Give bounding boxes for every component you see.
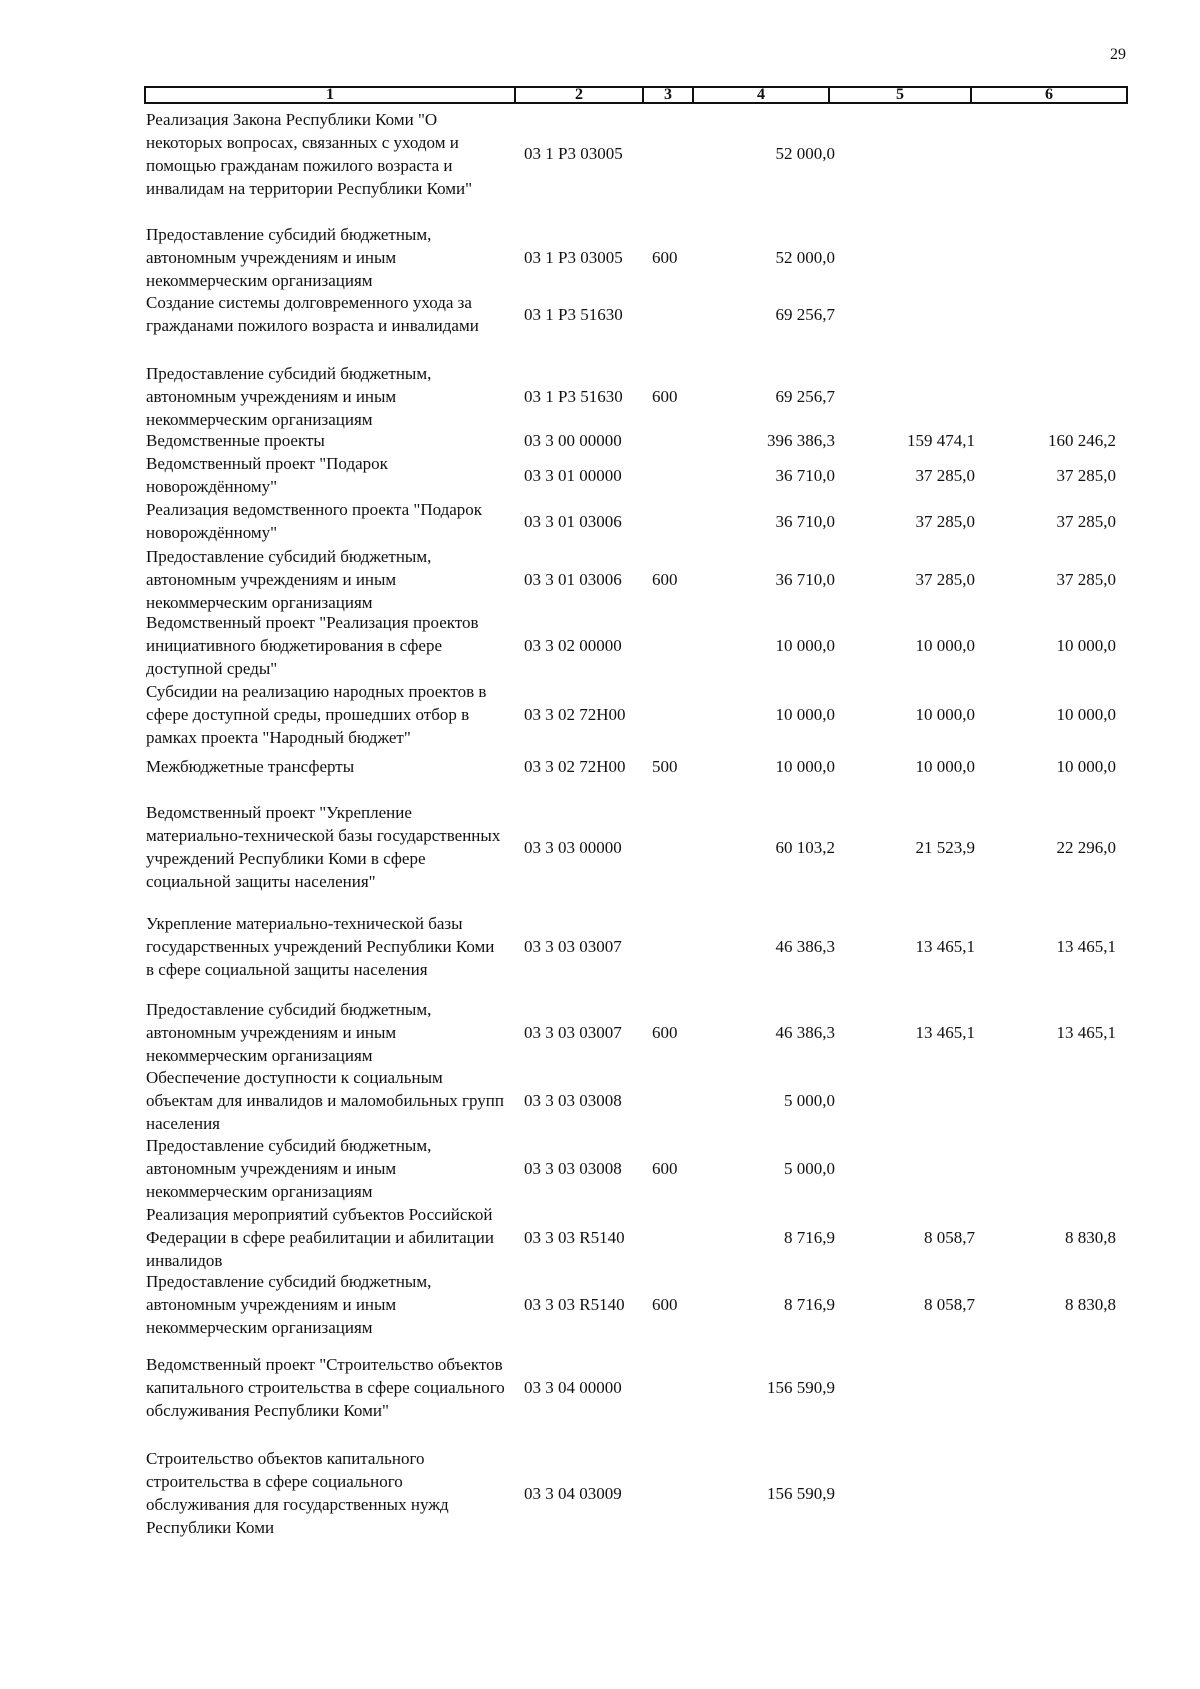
row-expense-type: 600 <box>652 1158 678 1178</box>
row-value-col-5 <box>860 291 975 337</box>
row-code: 03 3 04 00000 <box>524 1378 622 1397</box>
row-value-col-4: 8 716,9 <box>784 1294 835 1314</box>
table-row <box>0 362 1200 430</box>
row-expense-type <box>652 1447 692 1539</box>
row-value-col-6 <box>1000 291 1116 337</box>
row-value-col-5: 37 285,0 <box>915 511 975 531</box>
row-value-col-4: 69 256,7 <box>775 304 835 324</box>
row-value-col-6: 8 830,8 <box>1065 1227 1116 1247</box>
row-code: 03 3 04 03009 <box>524 1483 622 1503</box>
row-name: Предоставление субсидий бюджетным, автономным учреждениям и иным некоммерческим организациям <box>146 999 432 1065</box>
table-row <box>0 1270 1200 1338</box>
row-name: Реализация Закона Республики Коми "О некоторых вопросах, связанных с уходом и помощью гражданам пожилого возраста и инвалидам на территории Республики Коми" <box>146 109 473 198</box>
table-row <box>0 106 1200 201</box>
row-name: Ведомственный проект "Реализация проектов инициативного бюджетирования в сфере доступной среды" <box>146 612 479 678</box>
row-value-col-5: 13 465,1 <box>915 1022 975 1042</box>
row-name: Укрепление материально-технической базы государственных учреждений Республики Коми в сфере социальной защиты населения <box>146 913 495 979</box>
row-expense-type <box>652 429 692 452</box>
row-value-col-6: 13 465,1 <box>1056 1022 1116 1042</box>
row-value-col-5 <box>860 1134 975 1202</box>
row-value-col-6 <box>1000 1066 1116 1134</box>
row-expense-type <box>652 1353 692 1422</box>
row-value-col-6: 10 000,0 <box>1056 704 1116 724</box>
table-row <box>0 291 1200 337</box>
row-name: Предоставление субсидий бюджетным, автономным учреждениям и иным некоммерческим организациям <box>146 224 432 290</box>
row-value-col-6: 22 296,0 <box>1056 837 1116 857</box>
row-value-col-6 <box>1000 1134 1116 1202</box>
row-value-col-4: 5 000,0 <box>784 1090 835 1110</box>
row-value-col-6 <box>1000 106 1116 201</box>
row-name: Межбюджетные трансферты <box>146 757 355 776</box>
row-value-col-6: 8 830,8 <box>1065 1294 1116 1314</box>
header-col-5: 5 <box>830 88 972 102</box>
row-value-col-5: 13 465,1 <box>915 936 975 956</box>
row-expense-type <box>652 900 692 992</box>
row-name: Ведомственный проект "Подарок новорождённому" <box>146 454 388 496</box>
row-value-col-5 <box>860 1353 975 1422</box>
table-row <box>0 611 1200 679</box>
row-value-col-4: 60 103,2 <box>775 837 835 857</box>
row-expense-type <box>652 291 692 337</box>
row-expense-type: 600 <box>652 247 678 267</box>
table-row <box>0 452 1200 498</box>
row-expense-type <box>652 106 692 201</box>
row-expense-type: 500 <box>652 757 678 776</box>
row-value-col-6: 37 285,0 <box>1056 465 1116 485</box>
row-value-col-5: 37 285,0 <box>915 465 975 485</box>
table-row <box>0 1353 1200 1422</box>
table-row <box>0 900 1200 992</box>
row-expense-type <box>652 498 692 544</box>
header-col-1: 1 <box>146 88 516 102</box>
row-expense-type <box>652 801 692 893</box>
row-code: 03 1 Р3 51630 <box>524 386 623 406</box>
row-value-col-5: 21 523,9 <box>915 837 975 857</box>
row-value-col-4: 36 710,0 <box>775 569 835 589</box>
row-expense-type: 600 <box>652 1022 678 1042</box>
row-value-col-5: 8 058,7 <box>924 1294 975 1314</box>
row-value-col-6 <box>1000 1353 1116 1422</box>
row-code: 03 3 02 00000 <box>524 635 622 655</box>
header-col-2: 2 <box>516 88 644 102</box>
row-value-col-6: 10 000,0 <box>1056 757 1116 776</box>
row-value-col-5: 159 474,1 <box>907 431 975 450</box>
row-expense-type <box>652 680 692 748</box>
row-name: Строительство объектов капитального строительства в сфере социального обслуживания для государственных нужд Республики Коми <box>146 1449 449 1537</box>
page-number: 29 <box>1110 46 1126 63</box>
table-row <box>0 755 1200 778</box>
row-code: 03 3 03 03008 <box>524 1090 622 1110</box>
row-value-col-5: 10 000,0 <box>915 757 975 776</box>
row-value-col-4: 396 386,3 <box>767 431 835 450</box>
header-col-3: 3 <box>644 88 694 102</box>
row-expense-type: 600 <box>652 386 678 406</box>
row-value-col-4: 8 716,9 <box>784 1227 835 1247</box>
row-value-col-5: 37 285,0 <box>915 569 975 589</box>
row-code: 03 3 01 00000 <box>524 465 622 485</box>
table-row <box>0 998 1200 1066</box>
row-expense-type <box>652 1203 692 1271</box>
row-value-col-6: 37 285,0 <box>1056 511 1116 531</box>
row-code: 03 3 02 72Н00 <box>524 704 626 724</box>
table-row <box>0 680 1200 748</box>
row-value-col-6: 37 285,0 <box>1056 569 1116 589</box>
row-expense-type: 600 <box>652 569 678 589</box>
row-code: 03 3 01 03006 <box>524 511 622 531</box>
row-value-col-4: 69 256,7 <box>775 386 835 406</box>
row-code: 03 3 03 R5140 <box>524 1227 625 1247</box>
row-value-col-4: 156 590,9 <box>767 1378 835 1397</box>
table-row <box>0 498 1200 544</box>
row-code: 03 3 03 03008 <box>524 1158 622 1178</box>
row-name: Создание системы долговременного ухода за гражданами пожилого возраста и инвалидами <box>146 293 479 335</box>
table-row <box>0 1134 1200 1202</box>
row-value-col-4: 156 590,9 <box>767 1483 835 1503</box>
table-row <box>0 801 1200 893</box>
row-expense-type <box>652 452 692 498</box>
row-name: Ведомственный проект "Укрепление материально-технической базы государственных учреждений Республики Коми в сфере социальной защиты населения" <box>146 803 501 891</box>
row-name: Предоставление субсидий бюджетным, автономным учреждениям и иным некоммерческим организациям <box>146 546 432 612</box>
row-code: 03 3 00 00000 <box>524 431 622 450</box>
header-col-4: 4 <box>694 88 830 102</box>
row-code: 03 3 03 03007 <box>524 936 622 956</box>
row-value-col-6 <box>1000 223 1116 291</box>
row-value-col-5: 8 058,7 <box>924 1227 975 1247</box>
row-value-col-5 <box>860 362 975 430</box>
table-header <box>144 86 1128 104</box>
row-code: 03 1 Р3 03005 <box>524 144 623 163</box>
header-col-6: 6 <box>1045 86 1053 103</box>
row-value-col-5 <box>860 1447 975 1539</box>
row-value-col-6: 13 465,1 <box>1056 936 1116 956</box>
row-expense-type <box>652 1066 692 1134</box>
row-code: 03 1 Р3 51630 <box>524 304 623 324</box>
row-code: 03 3 02 72Н00 <box>524 757 626 776</box>
row-code: 03 1 Р3 03005 <box>524 247 623 267</box>
table-row <box>0 545 1200 613</box>
row-value-col-4: 10 000,0 <box>775 635 835 655</box>
table-row <box>0 429 1200 452</box>
row-value-col-6: 160 246,2 <box>1048 431 1116 450</box>
row-name: Ведомственные проекты <box>146 431 325 450</box>
row-value-col-4: 10 000,0 <box>775 704 835 724</box>
row-value-col-5 <box>860 1066 975 1134</box>
table-row <box>0 1203 1200 1271</box>
row-name: Ведомственный проект "Строительство объектов капитального строительства в сфере социального обслуживания Республики Коми" <box>146 1355 505 1420</box>
row-name: Обеспечение доступности к социальным объектам для инвалидов и маломобильных групп населения <box>146 1067 504 1133</box>
row-value-col-4: 36 710,0 <box>775 511 835 531</box>
row-value-col-5 <box>860 106 975 201</box>
row-value-col-4: 10 000,0 <box>775 757 835 776</box>
table-row <box>0 223 1200 291</box>
table-row <box>0 1066 1200 1134</box>
row-value-col-5: 10 000,0 <box>915 704 975 724</box>
row-name: Субсидии на реализацию народных проектов в сфере доступной среды, прошедших отбор в рамках проекта "Народный бюджет" <box>146 681 487 747</box>
row-value-col-4: 46 386,3 <box>775 936 835 956</box>
row-value-col-4: 52 000,0 <box>775 144 835 163</box>
row-expense-type: 600 <box>652 1294 678 1314</box>
row-code: 03 3 03 R5140 <box>524 1294 625 1314</box>
row-name: Предоставление субсидий бюджетным, автономным учреждениям и иным некоммерческим организациям <box>146 1135 432 1201</box>
row-value-col-6 <box>1000 1447 1116 1539</box>
row-code: 03 3 03 03007 <box>524 1022 622 1042</box>
row-name: Предоставление субсидий бюджетным, автономным учреждениям и иным некоммерческим организациям <box>146 363 432 429</box>
row-value-col-4: 46 386,3 <box>775 1022 835 1042</box>
row-name: Реализация мероприятий субъектов Российской Федерации в сфере реабилитации и абилитации инвалидов <box>146 1204 494 1270</box>
row-value-col-6: 10 000,0 <box>1056 635 1116 655</box>
row-value-col-4: 52 000,0 <box>775 247 835 267</box>
row-code: 03 3 01 03006 <box>524 569 622 589</box>
row-value-col-5 <box>860 223 975 291</box>
row-value-col-4: 36 710,0 <box>775 465 835 485</box>
table-row <box>0 1447 1200 1539</box>
row-name: Предоставление субсидий бюджетным, автономным учреждениям и иным некоммерческим организациям <box>146 1271 432 1337</box>
row-name: Реализация ведомственного проекта "Подарок новорождённому" <box>146 500 483 542</box>
row-expense-type <box>652 611 692 679</box>
row-value-col-5: 10 000,0 <box>915 635 975 655</box>
row-code: 03 3 03 00000 <box>524 837 622 857</box>
row-value-col-6 <box>1000 362 1116 430</box>
row-value-col-4: 5 000,0 <box>784 1158 835 1178</box>
